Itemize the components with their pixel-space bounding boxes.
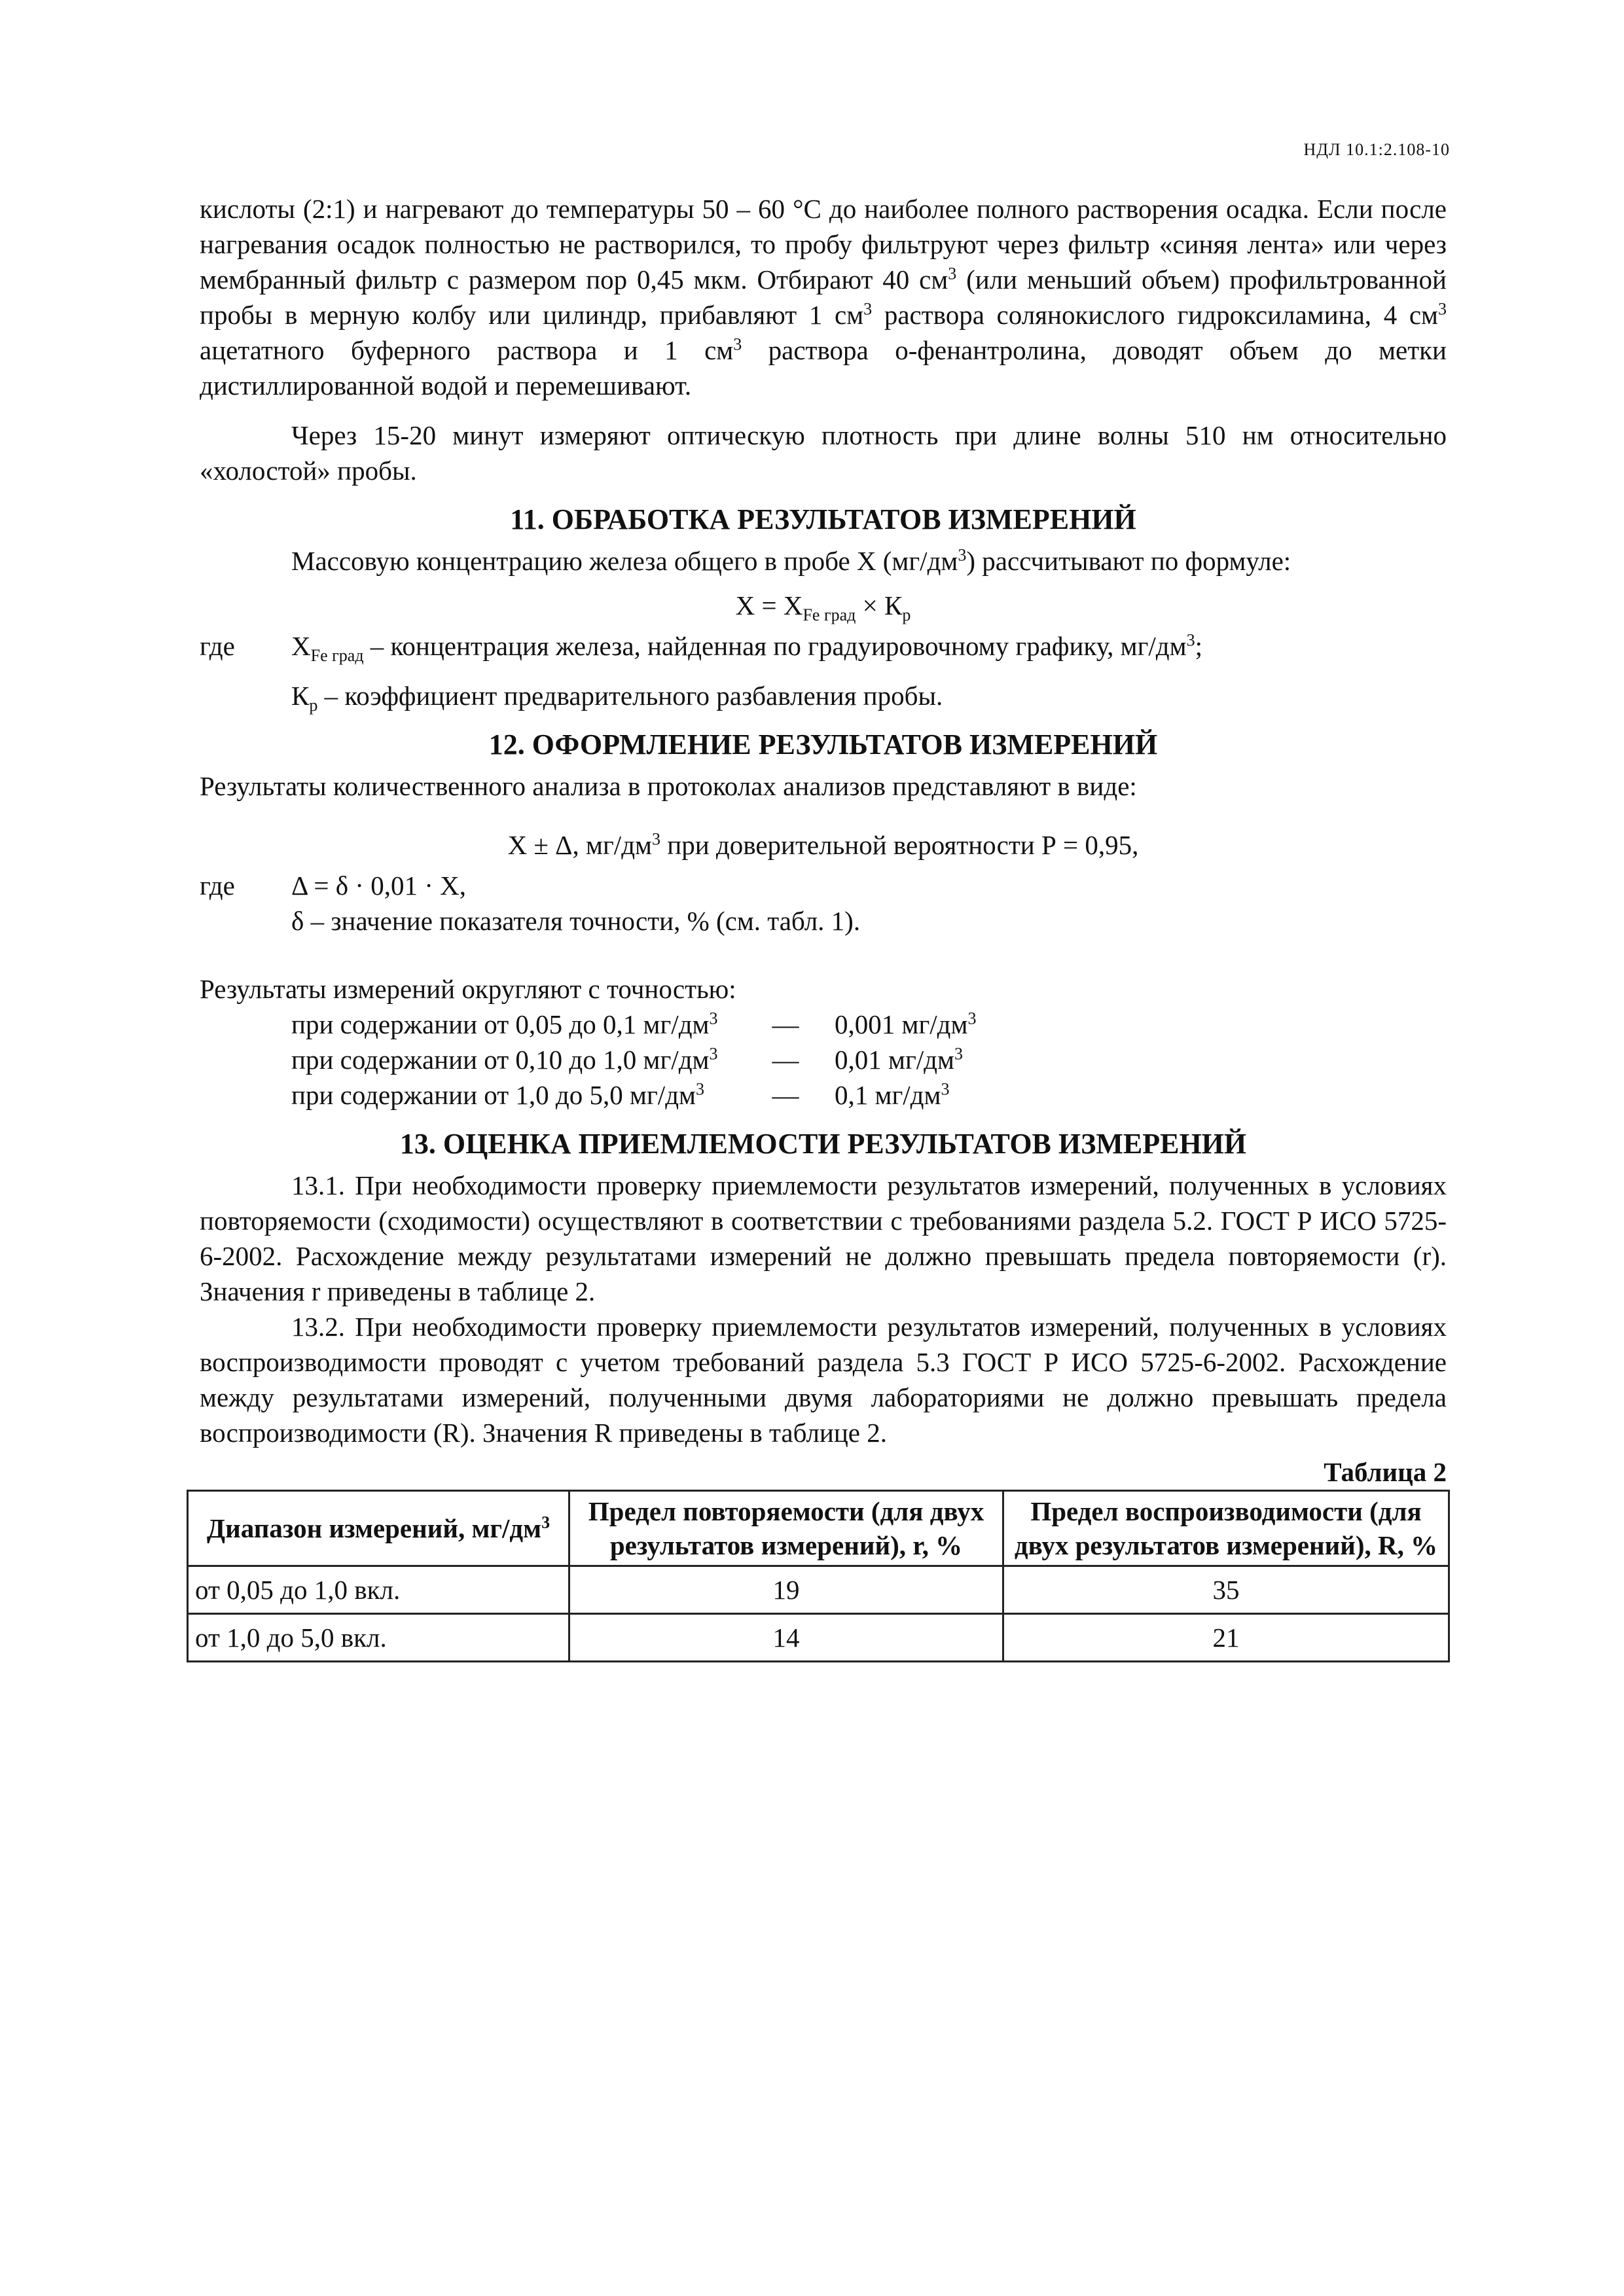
section-12-title: 12. ОФОРМЛЕНИЕ РЕЗУЛЬТАТОВ ИЗМЕРЕНИЙ [488,728,1158,761]
formula-concentration: $Х = Х_{Fe град} \times К_р$ [735,590,911,625]
definition-delta-sign: δ – значение показателя точности, % (см. табл. 1). [291,906,861,936]
cell-range: от 0,05 до 1,0 вкл. [188,1566,569,1614]
header-repeatability: Предел повторяемости (для двух результатов измерений), r, % [569,1491,1003,1566]
definition-delta: где Δ = δ · 0,01 · Х, [200,868,1447,903]
rounding-row: при содержании от 0,05 до 0,1 $мг/дм^3$ — 0,001 $мг/дм^3$ [291,1009,977,1039]
paragraph-13-1: 13.1. При необходимости проверку приемлемости результатов измерений, полученных в условиях повторяемости (сходимости) осуществляют в соответствии с требованиями раздела 5.2. ГОСТ Р ИСО 5725-6-2002. Расхождение между результатами измерений не должно превышать предела повторяемости (r). Значения r приведены в таблице 2. [200,1170,1447,1306]
paragraph-calc-intro: Массовую концентрацию железа общего в пробе Х $(мг/дм^3)$ рассчитывают по формуле: [291,545,1291,576]
section-11-title: 11. ОБРАБОТКА РЕЗУЛЬТАТОВ ИЗМЕРЕНИЙ [510,503,1136,535]
table-2 [187,1490,1450,1662]
paragraph-sample-prep: кислоты (2:1) и нагревают до температуры 50 – 60 °С до наиболее полного растворения осадка. Если после нагревания осадок полностью не растворился, то пробу фильтруют через фильтр «синяя лента» или через мембранный фильтр с размером пор 0,45 мкм. Отбирают 40 $см^3$ (или меньший объем) профильтрованной пробы в мерную колбу или цилиндр, прибавляют 1 $см^3$ раствора солянокислого гидроксиламина, 4 $см^3$ ацетатного буферного раствора и 1 $см^3$ раствора о-фенантролина, доводят объем до метки дистиллированной водой и перемешивают. [200,194,1447,401]
cell-repeatability: 19 [569,1566,1003,1614]
header-reproducibility: Предел воспроизводимости (для двух результатов измерений), R, % [1003,1491,1449,1566]
document-code: НДЛ 10.1:2.108-10 [1303,140,1450,159]
rounding-row: при содержании от 0,10 до 1,0 $мг/дм^3$ — 0,01 $мг/дм^3$ [291,1044,963,1075]
table-row [188,1614,1449,1662]
header-range: Диапазон измерений, $мг/дм^3$ [188,1491,569,1566]
where-label: где [200,870,235,901]
cell-reproducibility: 21 [1003,1614,1449,1662]
definition-x-fe: где $Х_{Fe град}$ – концентрация железа, найденная по градуировочному графику, $мг/дм^3$; [200,628,1447,664]
definition-kp: $К_р$ – коэффициент предварительного разбавления пробы. [291,681,943,715]
document-body [195,191,1447,1662]
paragraph-optical-measure: Через 15-20 минут измеряют оптическую плотность при длине волны 510 нм относительно «холостой» пробы. [200,420,1447,486]
paragraph-result-form: Результаты количественного анализа в протоколах анализов представляют в виде: [200,771,1137,801]
table-row [188,1566,1449,1614]
where-label: где [200,631,235,661]
table-header-row [188,1491,1449,1566]
formula-result: Х ± Δ, $мг/дм^3$ при доверительной вероятности Р = 0,95, [507,829,1139,860]
cell-repeatability: 14 [569,1614,1003,1662]
rounding-row: при содержании от 1,0 до 5,0 $мг/дм^3$ — 0,1 $мг/дм^3$ [291,1079,950,1110]
rounding-intro: Результаты измерений округляют с точностью: [200,974,736,1004]
cell-reproducibility: 35 [1003,1566,1449,1614]
table-caption: Таблица 2 [1324,1457,1447,1487]
paragraph-13-2: 13.2. При необходимости проверку приемлемости результатов измерений, полученных в условиях воспроизводимости проводят с учетом требований раздела 5.3 ГОСТ Р ИСО 5725-6-2002. Расхождение между результатами измерений, полученными двумя лабораториями не должно превышать предела воспроизводимости (R). Значения R приведены в таблице 2. [200,1312,1447,1448]
section-13-title: 13. ОЦЕНКА ПРИЕМЛЕМОСТИ РЕЗУЛЬТАТОВ ИЗМЕРЕНИЙ [399,1128,1247,1160]
cell-range: от 1,0 до 5,0 вкл. [188,1614,569,1662]
